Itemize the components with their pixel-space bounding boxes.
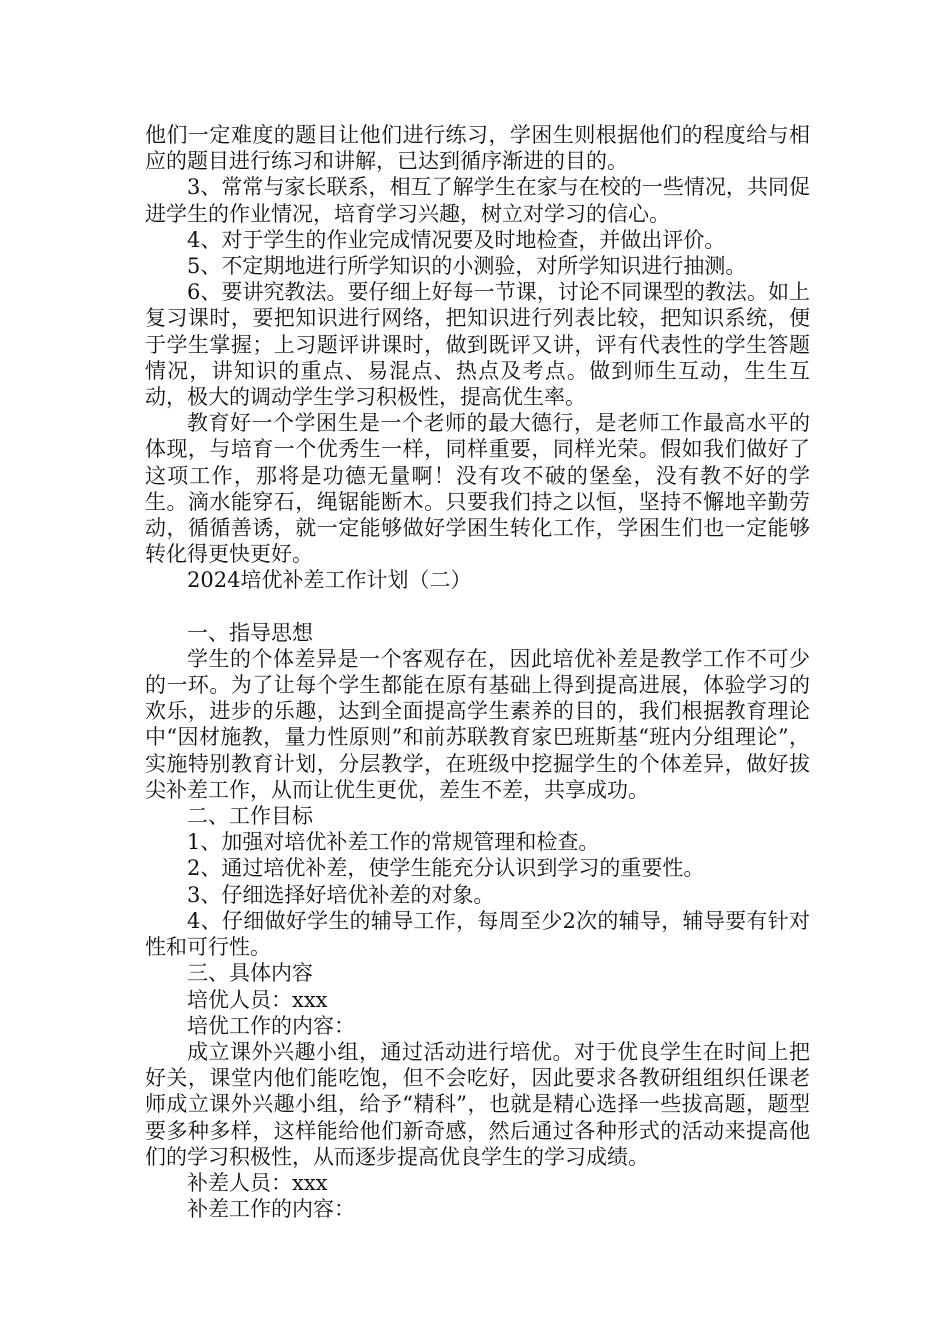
goal-item-4: 4、仔细做好学生的辅导工作，每周至少2次的辅导，辅导要有针对性和可行性。 bbox=[145, 908, 810, 960]
excellence-content-label: 培优工作的内容： bbox=[187, 1013, 355, 1038]
paragraph-guiding-ideology: 学生的个体差异是一个客观存在，因此培优补差是教学工作不可少的一环。为了让每个学生都能在原有基础上得到提高进展，体验学习的欢乐，进步的乐趣，达到全面提高学生素养的目的，我们根据教育理论中“因材施教，量力性原则”和前苏联教育家巴班斯基“班内分组理论”，实施特别教育计划，分层教学，在班级中挖掘学生的个体差异，做好拔尖补差工作，从而让优生更优，差生不差，共享成功。 bbox=[145, 646, 810, 802]
paragraph-item-3: 3、常常与家长联系，相互了解学生在家与在校的一些情况，共同促进学生的作业情况，培育学习兴趣，树立对学习的信心。 bbox=[145, 175, 810, 226]
excellence-staff: 培优人员：xxx bbox=[187, 987, 328, 1012]
goal-item-3: 3、仔细选择好培优补差的对象。 bbox=[187, 882, 495, 907]
paragraph-item-4: 4、对于学生的作业完成情况要及时地检查，并做出评价。 bbox=[187, 227, 726, 252]
paragraph-item-5: 5、不定期地进行所学知识的小测验，对所学知识进行抽测。 bbox=[187, 254, 747, 279]
heading-specific-content: 三、具体内容 bbox=[187, 961, 313, 986]
paragraph-excellence-content: 成立课外兴趣小组，通过活动进行培优。对于优良学生在时间上把好关，课堂内他们能吃饱，但不会吃好，因此要求各教研组组织任课老师成立课外兴趣小组，给予“精科”，也就是精心选择一些拔高题，题型要多种多样，这样能给他们新奇感，然后通过各种形式的活动来提高他们的学习积极性，从而逐步提高优良学生的学习成绩。 bbox=[145, 1039, 810, 1169]
heading-guiding-ideology: 一、指导思想 bbox=[187, 620, 313, 645]
goal-item-2: 2、通过培优补差，使学生能充分认识到学习的重要性。 bbox=[187, 856, 705, 881]
remedial-content-label: 补差工作的内容： bbox=[187, 1197, 355, 1222]
document-page bbox=[145, 122, 810, 1222]
paragraph-item-6: 6、要讲究教法。要仔细上好每一节课，讨论不同课型的教法。如上复习课时，要把知识进行网络，把知识进行列表比较，把知识系统，便于学生掌握；上习题评讲课时，做到既评又讲，评有代表性的学生答题情况，讲知识的重点、易混点、热点及考点。做到师生互动，生生互动，极大的调动学生学习积极性，提高优生率。 bbox=[145, 280, 810, 410]
remedial-staff: 补差人员：xxx bbox=[187, 1170, 328, 1195]
section-title: 2024培优补差工作计划（二） bbox=[187, 568, 472, 593]
goal-item-1: 1、加强对培优补差工作的常规管理和检查。 bbox=[187, 830, 600, 855]
blank-line bbox=[145, 594, 810, 620]
paragraph-continued: 他们一定难度的题目让他们进行练习，学困生则根据他们的程度给与相应的题目进行练习和讲解，已达到循序渐进的目的。 bbox=[145, 123, 810, 174]
heading-work-goals: 二、工作目标 bbox=[187, 804, 313, 829]
paragraph-conclusion: 教育好一个学困生是一个老师的最大德行，是老师工作最高水平的体现，与培育一个优秀生一样，同样重要，同样光荣。假如我们做好了这项工作，那将是功德无量啊！没有攻不破的堡垒，没有教不好的学生。滴水能穿石，绳锯能断木。只要我们持之以恒，坚持不懈地辛勤劳动，循循善诱，就一定能够做好学困生转化工作，学困生们也一定能够转化得更快更好。 bbox=[145, 411, 810, 567]
